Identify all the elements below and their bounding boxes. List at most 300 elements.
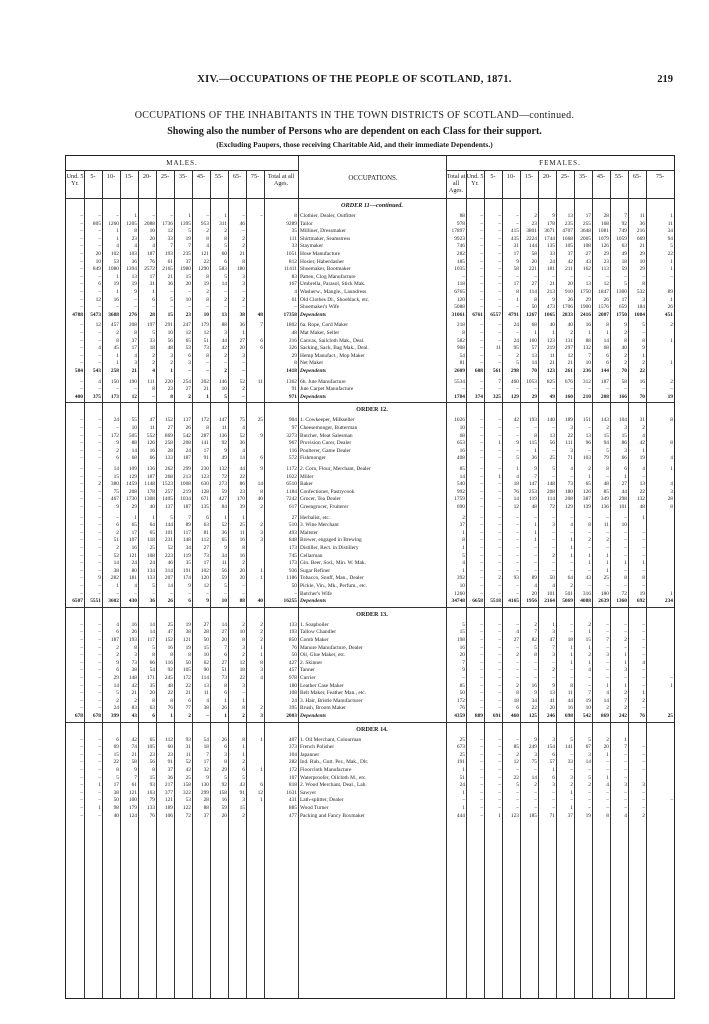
male-count-cell: 13: [221, 311, 227, 318]
occupation-label: Net Maker: [300, 360, 324, 367]
female-count-cell: –: [552, 659, 555, 666]
female-count-cell: 13: [585, 432, 591, 439]
male-count-cell: 121: [200, 251, 209, 257]
male-count-cell: 3: [242, 352, 245, 359]
male-count-cell: 23: [167, 751, 173, 758]
male-count-cell: 152: [164, 417, 173, 424]
female-count-cell: –: [642, 473, 645, 480]
male-count-cell: 137: [182, 417, 191, 424]
male-count-cell: 477: [288, 812, 297, 819]
male-count-cell: 20: [95, 251, 101, 257]
occupation-label: Pickle, Vin., Mk., Perfum., etc.: [300, 583, 367, 589]
female-count-cell: –: [462, 675, 465, 681]
male-count-cell: –: [98, 682, 101, 689]
male-count-cell: 7: [224, 644, 227, 651]
order-heading: ORDER 14.: [356, 725, 388, 733]
female-count-cell: 11: [549, 352, 555, 359]
female-count-cell: 11: [495, 345, 501, 352]
male-count-cell: –: [98, 560, 101, 567]
female-count-cell: 5534: [454, 378, 465, 385]
female-count-cell: 8: [516, 690, 519, 697]
female-count-cell: 37: [459, 522, 465, 529]
male-count-cell: –: [98, 496, 101, 503]
male-count-cell: 89: [185, 522, 191, 529]
female-count-cell: 89: [531, 575, 537, 582]
male-count-cell: 6: [260, 782, 263, 789]
male-count-cell: 6: [116, 736, 119, 743]
table-row: [66, 805, 674, 813]
male-count-cell: –: [80, 455, 83, 462]
male-count-cell: –: [116, 213, 119, 219]
female-count-cell: 172: [456, 697, 465, 704]
table-row: [66, 744, 674, 752]
female-count-cell: 10: [585, 705, 591, 712]
male-count-cell: 129: [128, 473, 137, 480]
male-count-cell: –: [80, 767, 83, 773]
female-count-cell: 12: [513, 759, 519, 766]
male-count-cell: –: [80, 466, 83, 472]
female-count-cell: 2: [516, 751, 519, 758]
table-row: [66, 474, 674, 482]
table-row: [66, 368, 674, 376]
male-count-cell: 2: [116, 529, 119, 536]
female-count-cell: 8: [534, 296, 537, 303]
male-age-column-header: 35-: [178, 173, 188, 180]
male-count-cell: –: [206, 213, 209, 219]
male-count-cell: 19: [131, 281, 137, 288]
male-count-cell: 191: [182, 567, 191, 574]
female-count-cell: –: [642, 537, 645, 544]
male-count-cell: 84: [221, 504, 227, 510]
table-row: [66, 379, 674, 387]
male-count-cell: 322: [182, 789, 191, 796]
female-count-cell: –: [498, 705, 501, 712]
female-count-cell: 1750: [616, 311, 627, 318]
female-count-cell: 219: [546, 345, 555, 352]
female-count-cell: –: [516, 590, 519, 597]
female-count-cell: 10: [639, 258, 645, 265]
female-count-cell: 6: [552, 774, 555, 781]
female-count-cell: 316: [582, 590, 591, 597]
male-count-cell: 37: [167, 767, 173, 773]
table-row: [66, 568, 674, 576]
female-count-cell: 501: [564, 590, 573, 597]
female-count-cell: 2609: [454, 368, 465, 374]
female-count-cell: –: [534, 514, 537, 521]
table-row: [66, 713, 674, 721]
female-count-cell: 1: [670, 296, 673, 303]
male-count-cell: –: [98, 637, 101, 643]
male-count-cell: 3: [242, 682, 245, 689]
female-count-cell: 1081: [598, 228, 609, 235]
female-count-cell: 2: [462, 514, 465, 521]
female-count-cell: 1: [670, 682, 673, 689]
male-count-cell: 6: [116, 629, 119, 636]
male-count-cell: 848: [288, 537, 297, 544]
female-count-cell: 11: [603, 522, 609, 529]
occupation-name: [300, 598, 445, 606]
female-count-cell: 28: [667, 496, 673, 503]
occupation-name: [300, 266, 445, 274]
female-count-cell: 34: [531, 697, 537, 704]
male-count-cell: –: [80, 812, 83, 819]
female-count-cell: 13: [549, 432, 555, 439]
female-count-cell: 24: [549, 258, 555, 265]
female-count-cell: –: [480, 496, 483, 503]
female-count-cell: 86: [621, 440, 627, 447]
female-count-cell: 120: [456, 296, 465, 303]
female-count-cell: 126: [600, 243, 609, 250]
male-count-cell: 27: [221, 659, 227, 666]
female-count-cell: 92: [621, 220, 627, 227]
male-count-cell: –: [98, 590, 101, 597]
female-count-cell: 82: [531, 637, 537, 643]
male-count-cell: 2: [260, 504, 263, 510]
table-row: [66, 660, 674, 668]
male-count-cell: 258: [110, 368, 119, 374]
female-count-cell: 21: [639, 243, 645, 250]
male-count-cell: 8: [260, 659, 263, 666]
female-count-cell: 19: [667, 393, 673, 400]
female-count-cell: 4791: [508, 311, 519, 318]
male-count-cell: 21: [185, 690, 191, 697]
male-count-cell: 172: [182, 675, 191, 681]
male-count-cell: 170: [236, 496, 245, 503]
male-count-cell: 276: [128, 311, 137, 318]
male-count-cell: –: [98, 488, 101, 495]
male-count-cell: 19: [113, 281, 119, 288]
male-count-cell: 8: [152, 652, 155, 659]
occupation-name: [300, 775, 445, 783]
occupation-name: [300, 553, 445, 561]
male-count-cell: 136: [218, 432, 227, 439]
male-count-cell: –: [116, 386, 119, 393]
occupation-label: Canvas, Sailcloth Mak., Deal.: [300, 337, 365, 344]
female-count-cell: –: [498, 805, 501, 811]
male-count-cell: 59: [221, 488, 227, 495]
section-rule: [66, 607, 674, 608]
male-count-cell: 100: [128, 797, 137, 804]
female-count-cell: 691: [492, 713, 501, 719]
female-count-cell: 2: [552, 552, 555, 559]
occupation-label: Shirtmaker, Seamstress: [300, 235, 351, 242]
female-count-cell: 20: [531, 590, 537, 597]
occupation-label: Dependents: [300, 713, 327, 719]
female-count-cell: 5: [570, 736, 573, 743]
female-count-cell: –: [624, 644, 627, 651]
female-count-cell: 869: [600, 713, 609, 719]
male-count-cell: 9: [116, 440, 119, 447]
female-count-cell: 5: [462, 621, 465, 628]
female-count-cell: –: [480, 759, 483, 766]
male-count-cell: –: [80, 537, 83, 544]
male-count-cell: 17: [203, 759, 209, 766]
male-count-cell: 1: [188, 213, 191, 219]
male-count-cell: –: [80, 378, 83, 385]
female-count-cell: 1: [624, 652, 627, 659]
occupation-label: 6b. Jute Manufacture: [300, 378, 346, 385]
female-count-cell: –: [498, 447, 501, 454]
female-count-cell: –: [570, 529, 573, 536]
female-count-cell: 26: [603, 296, 609, 303]
male-count-cell: 1080: [108, 266, 119, 273]
female-count-cell: –: [480, 514, 483, 521]
male-count-cell: –: [80, 228, 83, 235]
male-count-cell: 46: [239, 220, 245, 227]
male-count-cell: 10: [95, 258, 101, 265]
male-count-cell: 4: [206, 697, 209, 704]
male-count-cell: 44: [239, 466, 245, 472]
female-count-cell: 460: [510, 378, 519, 385]
female-count-cell: –: [498, 481, 501, 488]
male-count-cell: 1395: [180, 220, 191, 227]
female-count-cell: –: [552, 805, 555, 811]
female-count-cell: –: [498, 537, 501, 544]
male-count-cell: 5: [116, 690, 119, 697]
male-count-cell: 136: [146, 466, 155, 472]
occupation-label: Hose Manufacture: [300, 251, 340, 257]
female-count-cell: –: [570, 386, 573, 393]
female-count-cell: 79: [603, 455, 609, 462]
male-count-cell: 1: [260, 652, 263, 659]
male-count-cell: 19: [203, 281, 209, 288]
female-count-cell: 8: [624, 337, 627, 344]
male-count-cell: 112: [165, 736, 173, 743]
occupation-name: [300, 790, 445, 798]
female-count-cell: –: [624, 386, 627, 393]
female-count-cell: –: [480, 213, 483, 219]
order-heading: ORDER 11—continued.: [341, 202, 403, 209]
female-count-cell: 33: [567, 759, 573, 766]
male-count-cell: 399: [110, 713, 119, 719]
male-count-cell: 23: [149, 751, 155, 758]
female-count-cell: –: [606, 759, 609, 766]
male-count-cell: 217: [164, 782, 173, 789]
female-count-cell: 2416: [580, 311, 591, 318]
female-count-cell: –: [534, 567, 537, 574]
female-count-cell: –: [642, 667, 645, 674]
female-count-cell: –: [480, 552, 483, 559]
table-row: [66, 737, 674, 745]
female-count-cell: 2: [588, 537, 591, 544]
male-count-cell: –: [80, 251, 83, 257]
occupation-name: [300, 213, 445, 221]
male-count-cell: 457: [110, 322, 119, 329]
female-count-cell: –: [642, 759, 645, 766]
female-count-cell: 8: [670, 504, 673, 510]
male-count-cell: –: [188, 289, 191, 295]
male-count-cell: 467: [110, 496, 119, 503]
male-count-cell: 135: [200, 504, 209, 510]
female-count-cell: –: [498, 466, 501, 472]
female-count-cell: –: [480, 386, 483, 393]
female-count-cell: 7: [588, 690, 591, 697]
female-count-cell: 435: [510, 235, 519, 242]
male-count-cell: –: [98, 417, 101, 424]
male-count-cell: 15: [203, 644, 209, 651]
male-count-cell: –: [170, 590, 173, 597]
males-heading: MALES.: [166, 159, 198, 167]
female-count-cell: 1668: [562, 235, 573, 242]
male-count-cell: 27: [167, 425, 173, 431]
male-count-cell: 23: [131, 235, 137, 242]
male-count-cell: 59: [221, 805, 227, 811]
female-count-cell: 1784: [454, 393, 465, 400]
occupation-name: [300, 221, 445, 229]
female-count-cell: 698: [564, 713, 573, 719]
female-count-cell: –: [606, 386, 609, 393]
male-count-cell: 24: [185, 447, 191, 454]
female-count-cell: 147: [528, 481, 537, 488]
female-count-cell: 7: [606, 637, 609, 643]
female-count-cell: 1: [624, 682, 627, 689]
male-count-cell: –: [80, 481, 83, 488]
female-count-cell: 2: [588, 621, 591, 628]
male-count-cell: 282: [110, 575, 119, 582]
female-count-cell: 1744: [544, 235, 555, 242]
female-count-cell: 2164: [544, 598, 555, 605]
male-count-cell: 105: [146, 744, 155, 751]
male-count-cell: 2: [242, 296, 245, 303]
table-row: [66, 522, 674, 530]
male-count-cell: 28: [203, 797, 209, 804]
male-count-cell: 31: [185, 744, 191, 751]
male-count-cell: 133: [146, 575, 155, 582]
male-count-cell: 505: [128, 432, 137, 439]
table-row: [66, 266, 674, 274]
occupation-label: Tobacco, Snuff, Man., Dealer: [300, 575, 364, 582]
female-count-cell: 8: [588, 522, 591, 529]
female-count-cell: –: [588, 447, 591, 454]
male-count-cell: 32: [203, 767, 209, 773]
male-count-cell: 17: [131, 529, 137, 536]
male-count-cell: 80: [131, 567, 137, 574]
male-count-cell: –: [80, 744, 83, 751]
table-row: [66, 221, 674, 229]
male-count-cell: 2: [188, 393, 191, 400]
male-count-cell: 144: [164, 522, 173, 529]
male-count-cell: 88: [203, 805, 209, 811]
male-count-cell: 62: [203, 659, 209, 666]
male-count-cell: 5: [188, 228, 191, 235]
female-count-cell: 14: [531, 360, 537, 367]
table-row: [66, 813, 674, 821]
occupation-label: 1. Oil Merchant, Colourman: [300, 736, 362, 743]
male-count-cell: 1: [242, 744, 245, 751]
female-count-cell: –: [570, 514, 573, 521]
female-count-cell: –: [570, 473, 573, 480]
male-count-cell: 15: [185, 273, 191, 280]
header-rule: [66, 170, 298, 171]
male-count-cell: 2: [152, 360, 155, 367]
female-count-cell: –: [480, 797, 483, 804]
male-count-cell: –: [80, 545, 83, 551]
female-count-cell: –: [624, 629, 627, 636]
female-count-cell: 1: [462, 805, 465, 811]
occupation-label: Washerw., Mangle., Laundress: [300, 289, 367, 295]
female-count-cell: 25: [549, 455, 555, 462]
male-count-cell: 316: [288, 337, 297, 344]
male-count-cell: 1: [206, 393, 209, 400]
male-count-cell: 118: [147, 537, 155, 544]
male-count-cell: –: [98, 514, 101, 521]
occupation-label: Floorcloth Manufacture: [300, 767, 352, 773]
occupation-label: Hemp Manufact., Mop Maker: [300, 352, 365, 359]
female-count-cell: 189: [564, 417, 573, 424]
male-count-cell: 407: [288, 736, 297, 743]
occupation-label: Cheesemonger, Butterman: [300, 425, 358, 431]
male-count-cell: 3602: [108, 598, 119, 605]
male-count-cell: 35: [185, 560, 191, 567]
female-count-cell: 36: [639, 220, 645, 227]
order-heading: ORDER 12.: [356, 406, 388, 414]
female-count-cell: 101: [546, 590, 555, 597]
female-count-cell: 1576: [598, 304, 609, 311]
female-count-cell: –: [588, 529, 591, 536]
table-row: [66, 598, 674, 606]
female-count-cell: 6: [624, 466, 627, 472]
occupation-name: [300, 583, 445, 591]
male-count-cell: 91: [203, 455, 209, 462]
male-count-cell: 16: [131, 545, 137, 551]
male-count-cell: 8: [206, 425, 209, 431]
occupation-label: Leather Case Maker: [300, 682, 344, 689]
female-count-cell: 154: [546, 744, 555, 751]
female-count-cell: 1: [462, 545, 465, 551]
male-count-cell: 90: [203, 667, 209, 674]
female-count-cell: 42: [639, 440, 645, 447]
male-count-cell: 7: [260, 322, 263, 329]
female-count-cell: 5: [516, 782, 519, 789]
female-count-cell: 144: [528, 243, 537, 250]
male-count-cell: 197: [146, 322, 155, 329]
male-count-cell: 60: [167, 744, 173, 751]
male-count-cell: 76: [167, 705, 173, 712]
male-count-cell: 431: [288, 797, 297, 804]
male-count-cell: –: [80, 675, 83, 681]
female-count-cell: 48: [603, 481, 609, 488]
male-count-cell: 47: [167, 629, 173, 636]
male-count-cell: 1802: [286, 322, 297, 329]
table-row: [66, 312, 674, 320]
male-count-cell: 2: [98, 481, 101, 488]
male-count-cell: 11: [257, 378, 263, 385]
female-count-cell: 9: [552, 296, 555, 303]
male-count-cell: 4788: [72, 311, 83, 318]
male-count-cell: 16: [167, 644, 173, 651]
occupation-name: [300, 274, 445, 282]
female-count-cell: –: [498, 281, 501, 288]
female-count-cell: 24: [459, 782, 465, 789]
male-count-cell: 4: [116, 621, 119, 628]
male-count-cell: 52: [221, 522, 227, 529]
female-count-cell: –: [642, 675, 645, 681]
male-count-cell: –: [134, 590, 137, 597]
occupation-name: [300, 345, 445, 353]
male-count-cell: 109: [128, 466, 137, 472]
table-row: [66, 775, 674, 783]
female-count-cell: 18: [567, 637, 573, 643]
male-count-cell: –: [188, 590, 191, 597]
male-count-cell: 172: [288, 767, 297, 773]
occupation-name: [300, 360, 445, 368]
male-count-cell: –: [98, 797, 101, 804]
male-count-cell: 5: [152, 644, 155, 651]
male-count-cell: 20: [185, 281, 191, 288]
female-count-cell: 132: [582, 345, 591, 352]
male-count-cell: 21: [203, 386, 209, 393]
male-count-cell: 8: [152, 697, 155, 704]
